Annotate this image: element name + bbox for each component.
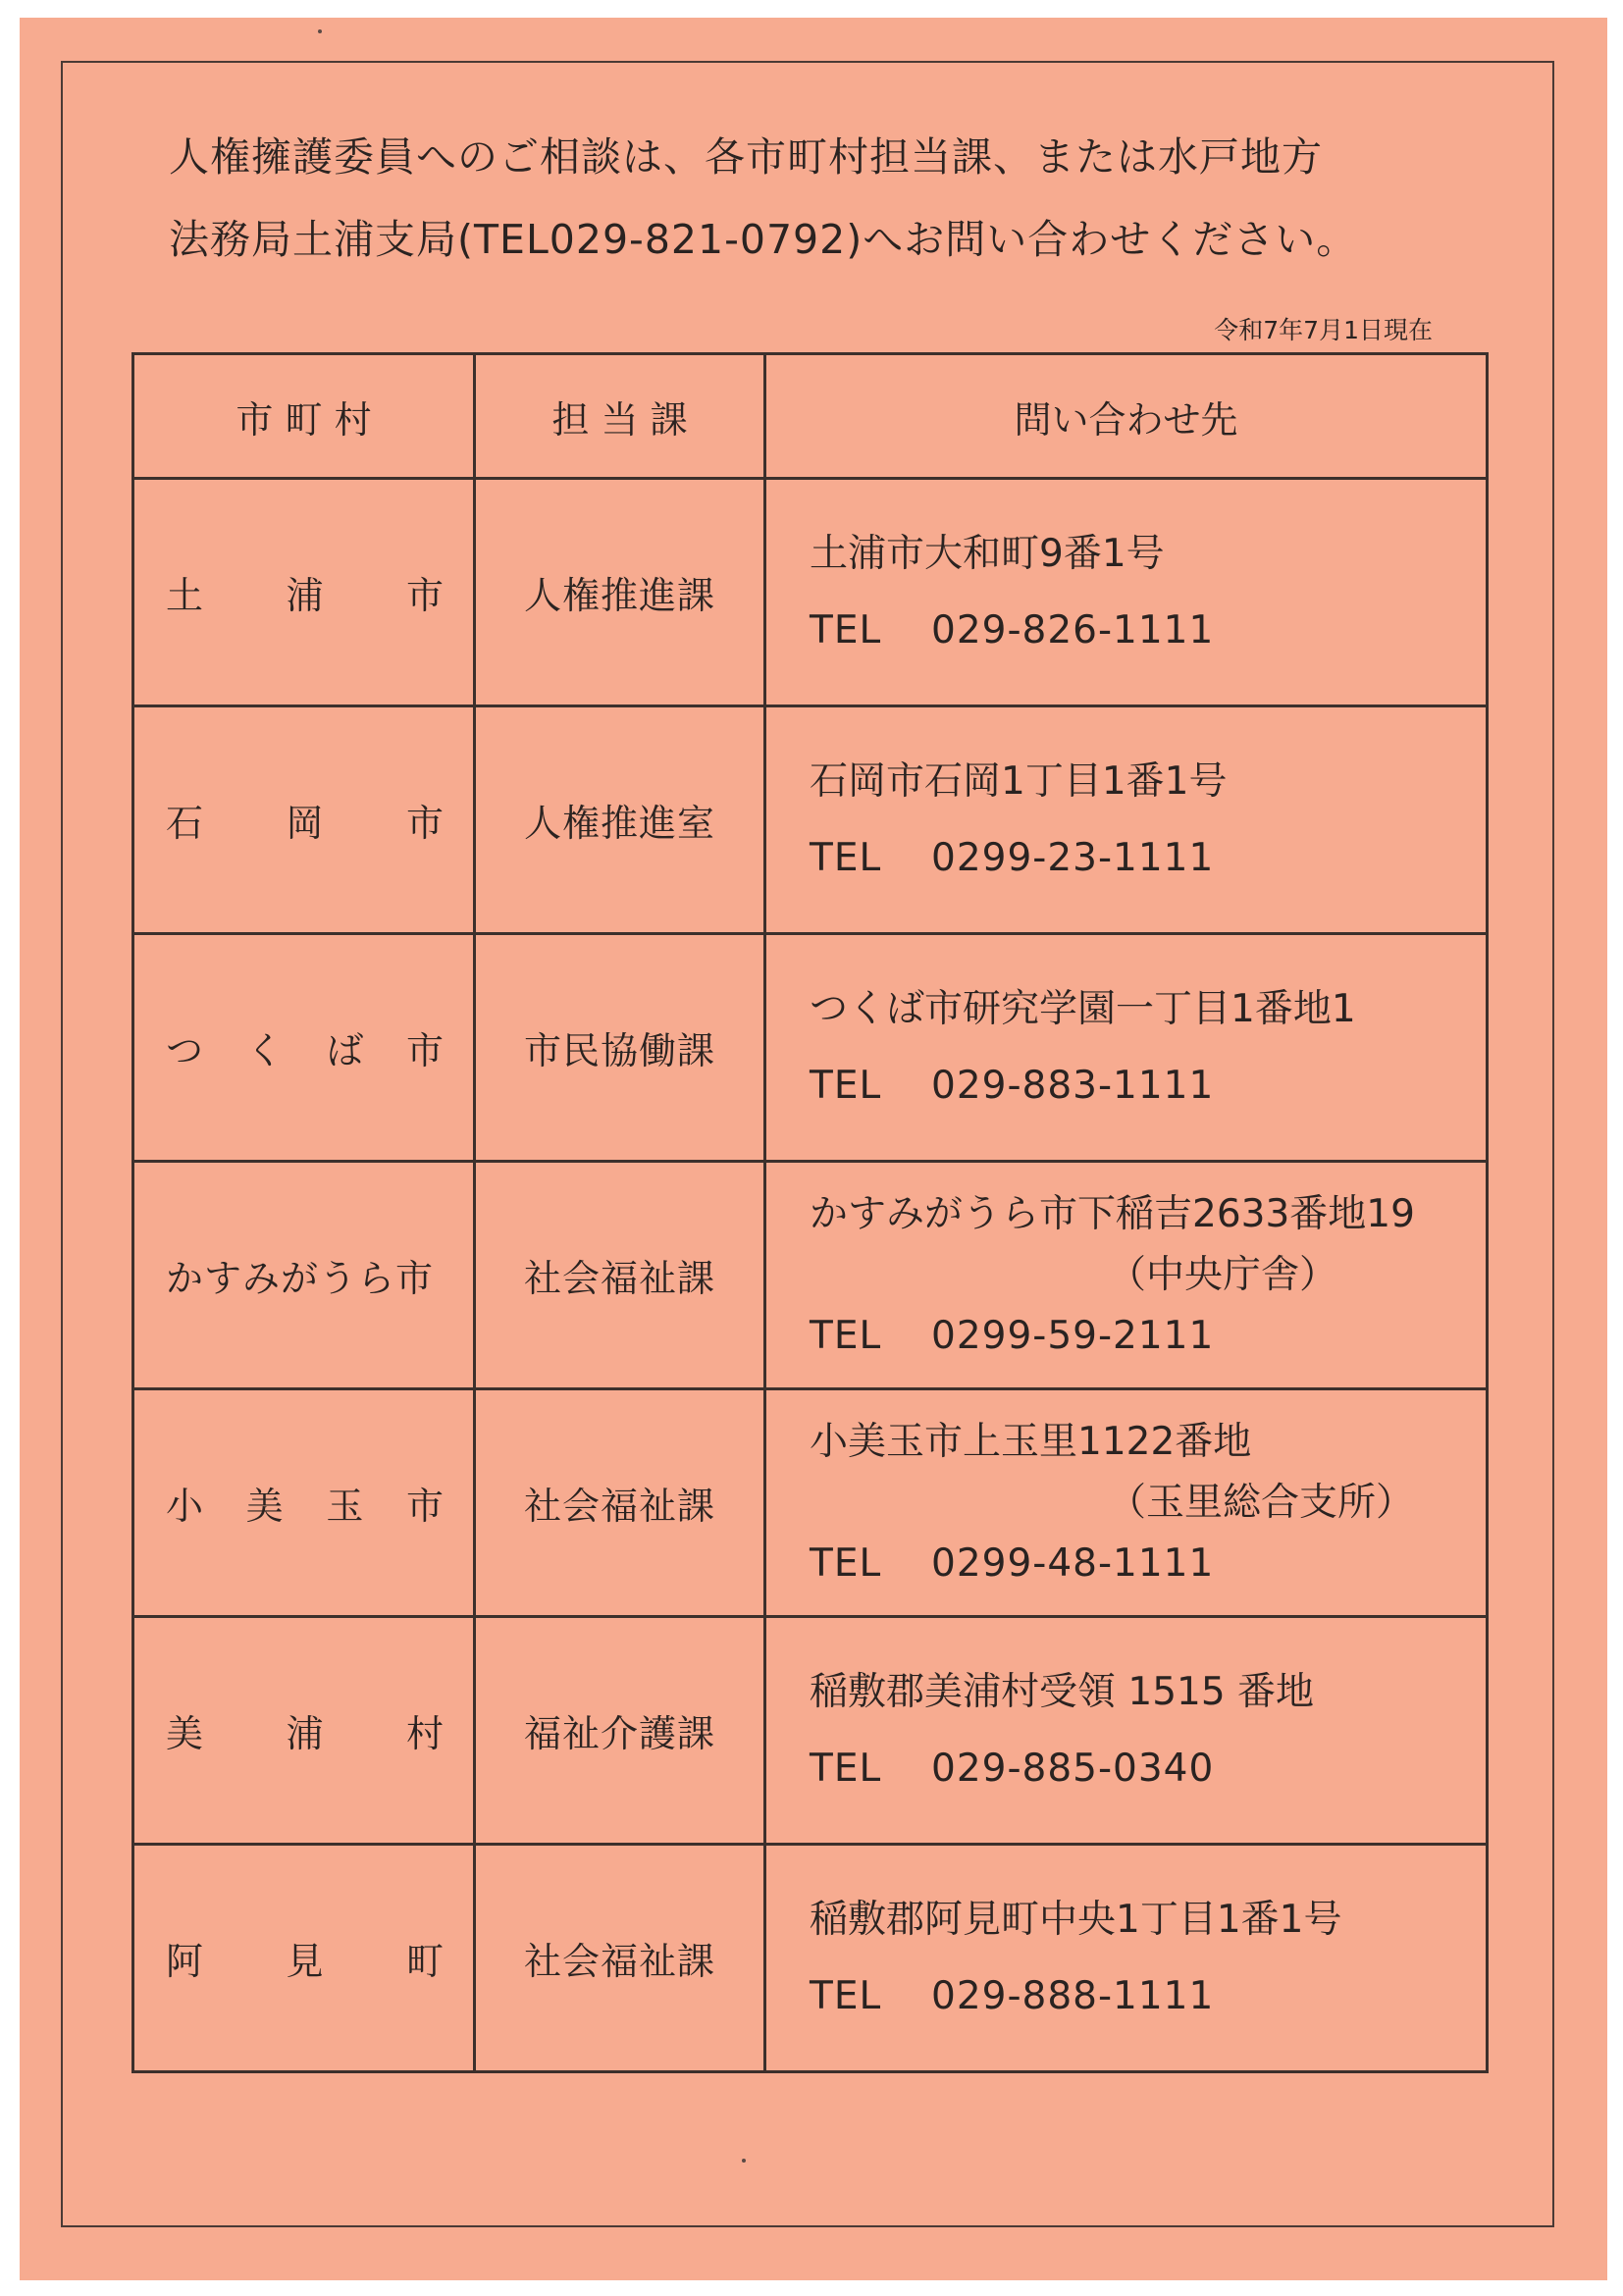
address: 石岡市石岡1丁目1番1号 (810, 758, 1228, 804)
municipality-cell: 土浦市 (133, 479, 475, 706)
tel-number: 029-885-0340 (931, 1746, 1215, 1791)
intro-line-2: 法務局土浦支局(TEL029-821-0792)へお問い合わせください。 (169, 216, 1358, 263)
scan-speck (318, 29, 322, 33)
department-cell: 人権推進課 (475, 479, 765, 706)
phone (810, 1739, 1486, 1800)
department-cell: 社会福祉課 (475, 1162, 765, 1389)
table-row (133, 1389, 1488, 1617)
department-cell: 人権推進室 (475, 706, 765, 934)
address: 土浦市大和町9番1号 (810, 531, 1165, 576)
address-sub: （中央庁舎） (1108, 1252, 1338, 1297)
table-row (133, 479, 1488, 706)
tel-label: TEL (810, 1540, 882, 1586)
table-row (133, 1162, 1488, 1389)
municipality-cell: 美浦村 (133, 1617, 475, 1845)
tel-number: 029-826-1111 (931, 607, 1215, 652)
table-row (133, 934, 1488, 1162)
table-header-row (133, 354, 1488, 479)
tel-label: TEL (810, 1973, 882, 2018)
tel-label: TEL (810, 1063, 882, 1108)
table-row (133, 706, 1488, 934)
phone (810, 1534, 1486, 1594)
tel-number: 0299-59-2111 (931, 1313, 1215, 1358)
address: つくば市研究学園一丁目1番地1 (810, 986, 1356, 1031)
tel-label: TEL (810, 1746, 882, 1791)
department-cell: 市民協働課 (475, 934, 765, 1162)
table-row (133, 1617, 1488, 1845)
tel-number: 029-888-1111 (931, 1973, 1215, 2018)
address: かすみがうら市下稲吉2633番地19 (810, 1191, 1415, 1236)
intro-text (169, 116, 1464, 281)
tel-number: 029-883-1111 (931, 1063, 1215, 1108)
address: 小美玉市上玉里1122番地 (810, 1419, 1252, 1464)
as-of-date: 令和7年7月1日現在 (1214, 316, 1433, 344)
tel-label: TEL (810, 1313, 882, 1358)
contact-cell (765, 479, 1488, 706)
tel-number: 0299-48-1111 (931, 1540, 1215, 1586)
address: 稲敷郡阿見町中央1丁目1番1号 (810, 1897, 1342, 1942)
tel-number: 0299-23-1111 (931, 835, 1215, 880)
municipality-cell: 小美玉市 (133, 1389, 475, 1617)
department-cell: 社会福祉課 (475, 1389, 765, 1617)
municipality-cell: 阿見町 (133, 1845, 475, 2072)
contact-cell (765, 1162, 1488, 1389)
tel-label: TEL (810, 607, 882, 652)
contact-cell (765, 706, 1488, 934)
address-sub: （玉里総合支所） (1108, 1480, 1415, 1525)
contact-table (131, 352, 1489, 2073)
contact-cell (765, 1617, 1488, 1845)
scan-speck (742, 2159, 746, 2163)
contact-cell (765, 1845, 1488, 2072)
municipality-cell: かすみがうら市 (133, 1162, 475, 1389)
municipality-cell: つくば市 (133, 934, 475, 1162)
municipality-cell: 石岡市 (133, 706, 475, 934)
phone (810, 1966, 1486, 2027)
header-municipality: 市 町 村 (133, 354, 475, 479)
header-department: 担 当 課 (475, 354, 765, 479)
table-row (133, 1845, 1488, 2072)
phone (810, 600, 1486, 661)
department-cell: 福祉介護課 (475, 1617, 765, 1845)
contact-cell (765, 934, 1488, 1162)
intro-line-1: 人権擁護委員へのご相談は、各市町村担当課、または水戸地方 (169, 133, 1323, 181)
department-cell: 社会福祉課 (475, 1845, 765, 2072)
address: 稲敷郡美浦村受領 1515 番地 (810, 1669, 1315, 1714)
header-contact: 問い合わせ先 (765, 354, 1488, 479)
tel-label: TEL (810, 835, 882, 880)
contact-cell (765, 1389, 1488, 1617)
phone (810, 828, 1486, 889)
phone (810, 1056, 1486, 1117)
phone (810, 1306, 1486, 1367)
